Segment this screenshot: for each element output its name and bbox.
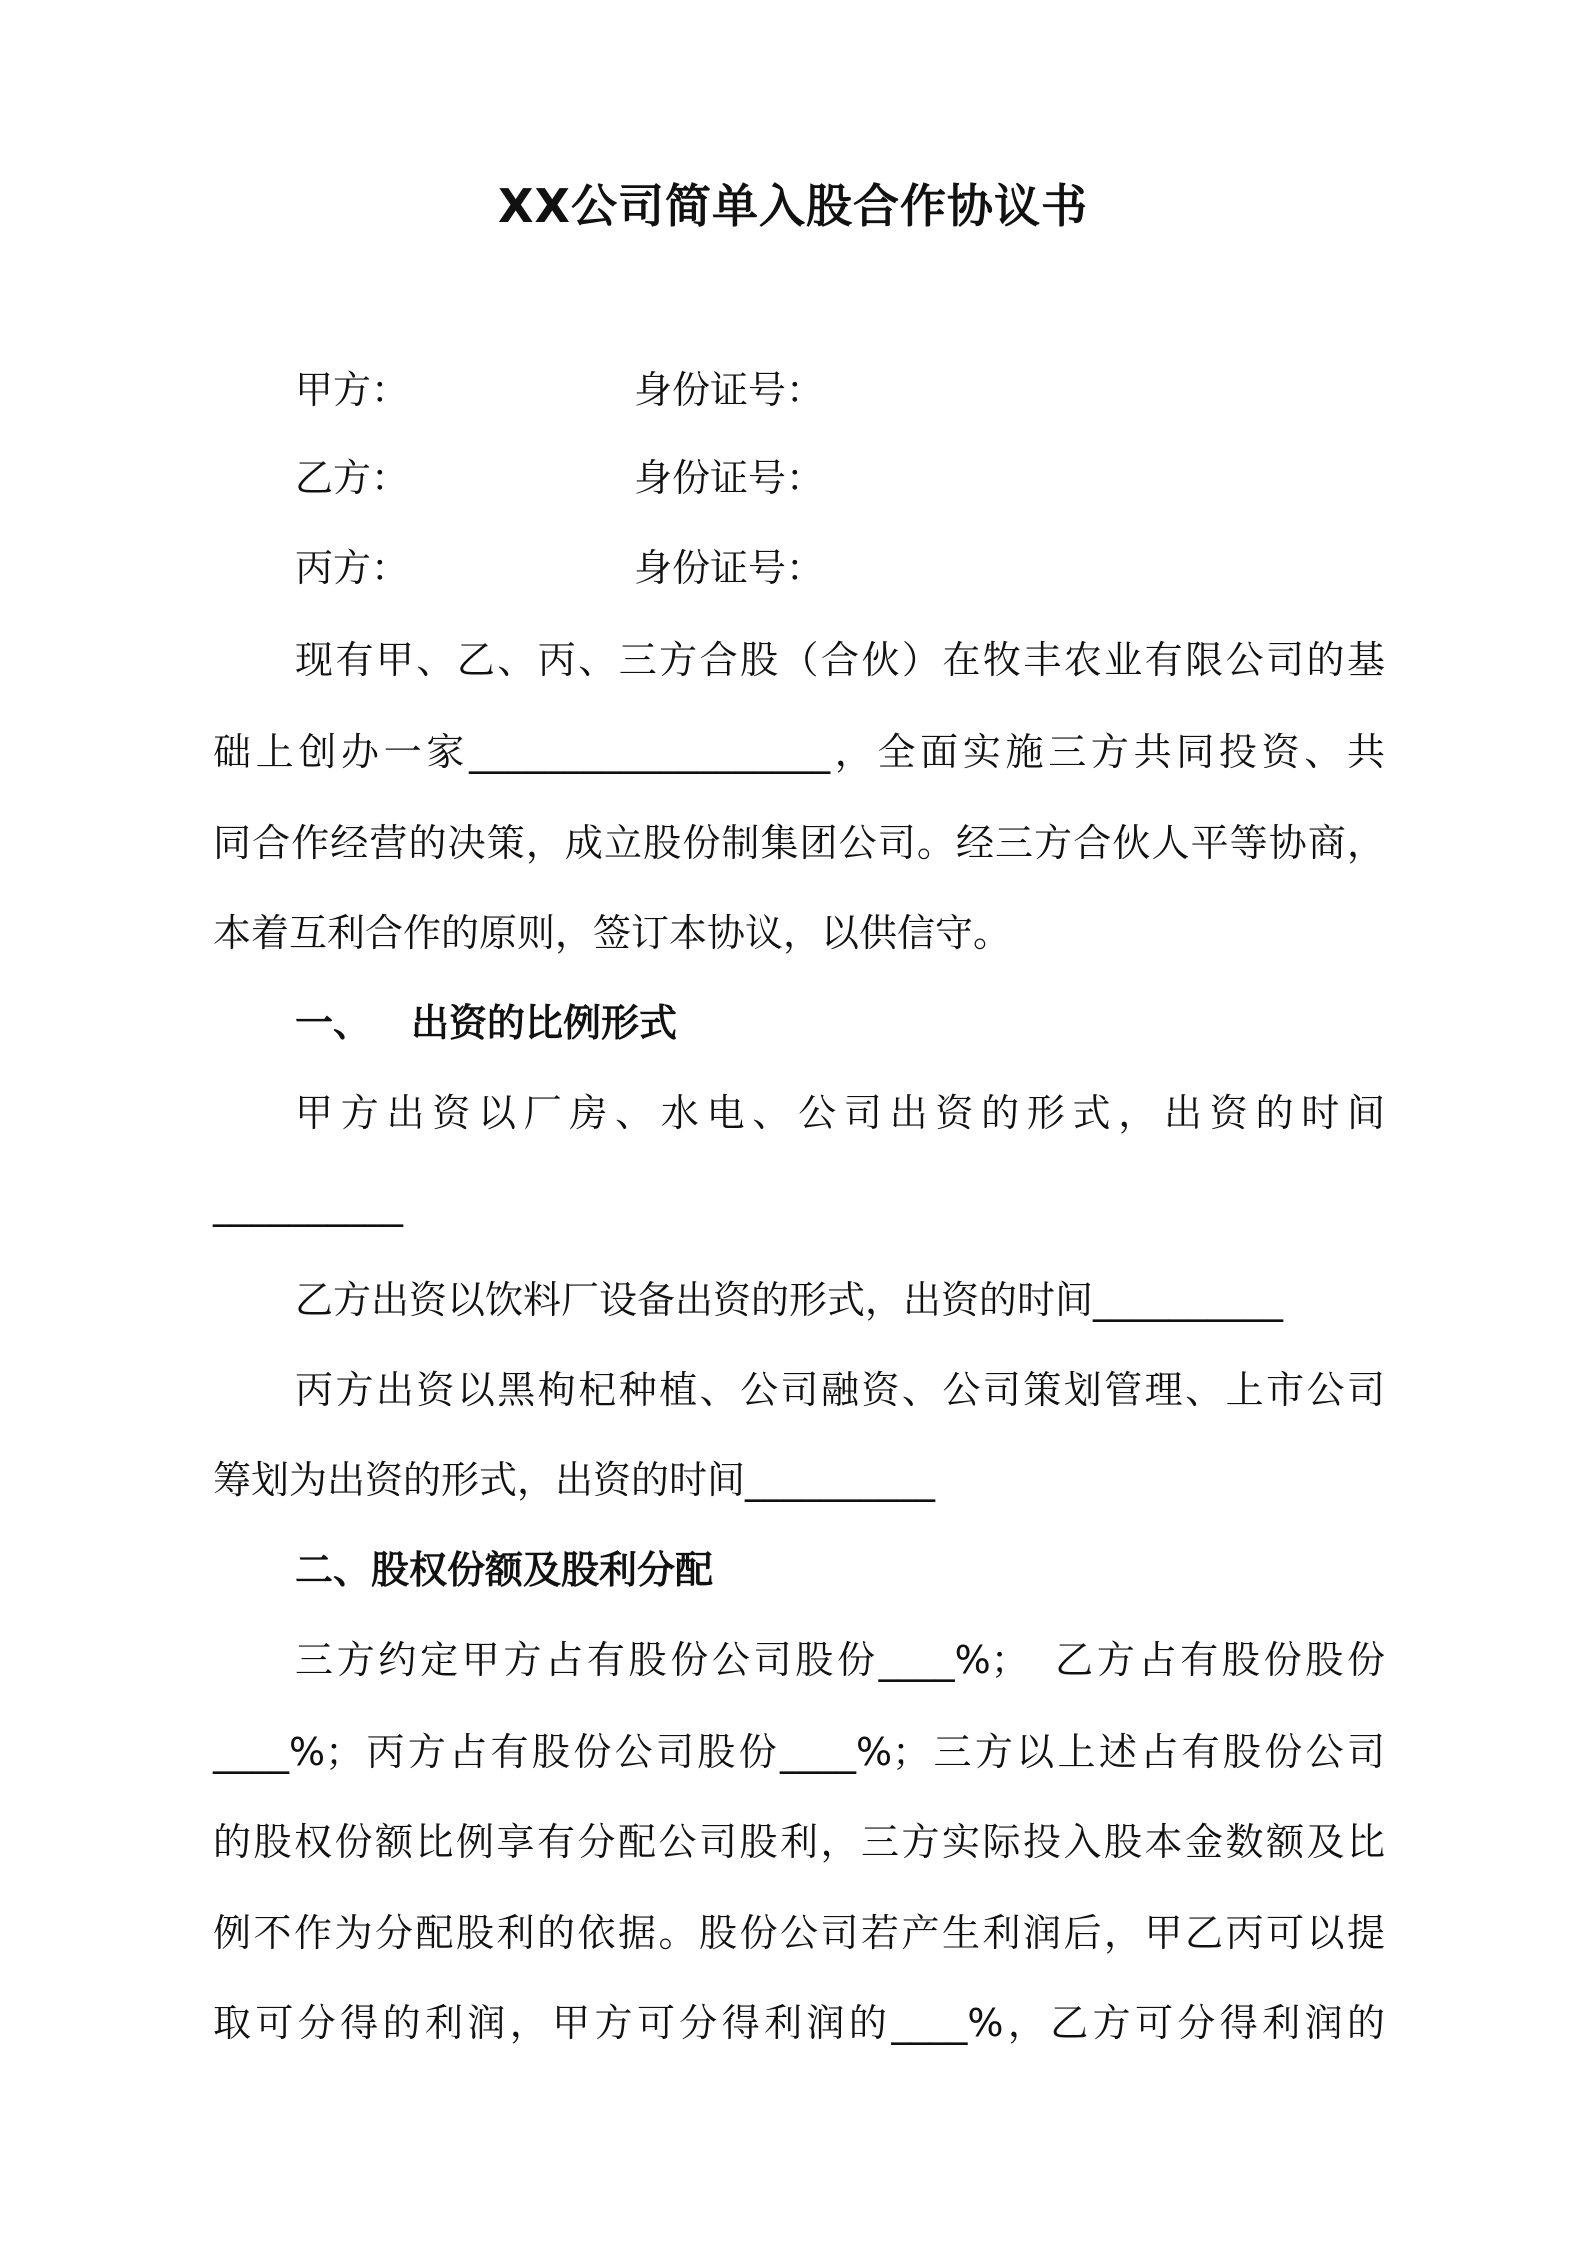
section-2-line-1: 三方约定甲方占有股份公司股份____%； 乙方占有股份股份 xyxy=(295,1638,1385,1682)
section-1-title: 出资的比例形式 xyxy=(411,1001,678,1045)
section-2-line-2: ____%；丙方占有股份公司股份____%；三方以上述占有股份公司 xyxy=(213,1730,1385,1774)
section-1-line-1: 甲方出资以厂房、水电、公司出资的形式，出资的时间 xyxy=(295,1091,1385,1135)
section-1-number: 一、 xyxy=(295,1001,372,1045)
section-2-heading: 二、股权份额及股利分配 xyxy=(295,1548,714,1592)
section-1-line-2: __________ xyxy=(213,1183,403,1227)
section-2-line-5: 取可分得的利润，甲方可分得利润的____%，乙方可分得利润的 xyxy=(213,2001,1385,2045)
intro-line-1: 现有甲、乙、丙、三方合股（合伙）在牧丰农业有限公司的基 xyxy=(295,638,1385,682)
section-1-line-4: 丙方出资以黑枸杞种植、公司融资、公司策划管理、上市公司 xyxy=(295,1368,1385,1412)
party-a-id-label: 身份证号： xyxy=(634,368,825,412)
party-a-label: 甲方： xyxy=(295,368,410,412)
section-1-line-3: 乙方出资以饮料厂设备出资的形式，出资的时间__________ xyxy=(295,1278,1284,1322)
party-b-label: 乙方： xyxy=(295,456,410,500)
party-b-id-label: 身份证号： xyxy=(634,456,825,500)
intro-line-2: 础上创办一家___________________，全面实施三方共同投资、共 xyxy=(213,730,1385,774)
section-1-line-5: 筹划为出资的形式，出资的时间__________ xyxy=(213,1458,936,1502)
party-c-label: 丙方： xyxy=(295,546,410,590)
intro-line-3: 同合作经营的决策，成立股份制集团公司。经三方合伙人平等协商， xyxy=(213,821,1385,865)
document-title: XX公司简单入股合作协议书 xyxy=(498,179,1088,233)
section-2-line-4: 例不作为分配股利的依据。股份公司若产生利润后，甲乙丙可以提 xyxy=(213,1911,1385,1955)
party-c-id-label: 身份证号： xyxy=(634,546,825,590)
section-1-heading xyxy=(295,998,677,1048)
section-2-line-3: 的股权份额比例享有分配公司股利，三方实际投入股本金数额及比 xyxy=(213,1820,1385,1864)
intro-line-4: 本着互利合作的原则，签订本协议，以供信守。 xyxy=(213,911,1012,955)
